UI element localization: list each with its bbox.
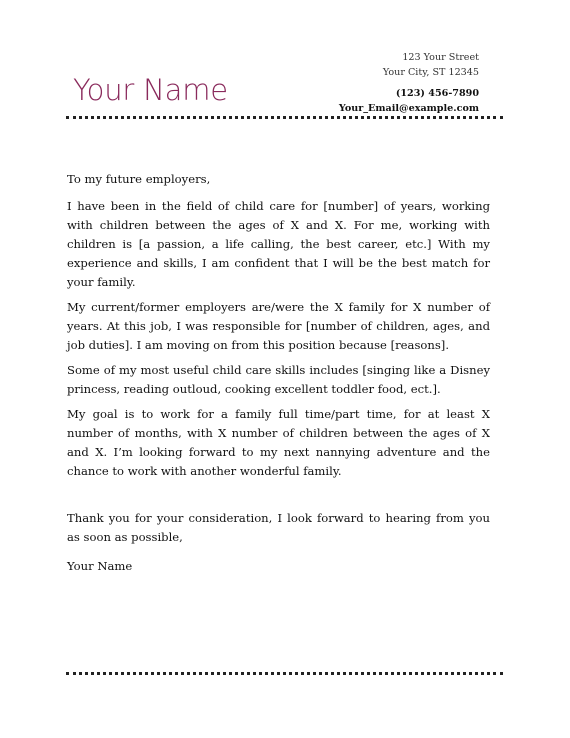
closing-line: Thank you for your consideration, I look forward to hearing from you as soon as possible, <box>67 511 490 544</box>
bottom-dotted-divider <box>66 672 503 675</box>
city-state-zip: Your City, ST 12345 <box>382 67 479 78</box>
street-address: 123 Your Street <box>402 52 479 63</box>
letter-body <box>67 170 490 576</box>
top-dotted-divider <box>66 116 503 119</box>
phone-number: (123) 456-7890 <box>395 88 479 99</box>
paragraph-skills: Some of my most useful child care skills includes [singing like a Disney princess, reading outloud, cooking excellent toddler food, ect.]. <box>67 363 490 396</box>
contact-block <box>339 50 479 116</box>
applicant-name: Your Name <box>73 73 228 107</box>
paragraph-experience: I have been in the field of child care for [number] of years, working with children between the ages of X and X. For me, working with children is [a passion, a life calling, the best career, etc.] With my experience and skills, I am confident that I will be the best match for your family. <box>67 199 490 289</box>
signature: Your Name <box>67 559 133 573</box>
paragraph-employers: My current/former employers are/were the X family for X number of years. At this job, I was responsible for [number of children, ages, and job duties]. I am moving on from this position because [reasons]. <box>67 300 490 352</box>
paragraph-goal: My goal is to work for a family full time/part time, for at least X number of months, with X number of children between the ages of X and X. I’m looking forward to my next nannying adventure and the chance to work with another wonderful family. <box>67 407 490 478</box>
salutation: To my future employers, <box>67 172 211 186</box>
email-address: Your_Email@example.com <box>338 103 479 114</box>
